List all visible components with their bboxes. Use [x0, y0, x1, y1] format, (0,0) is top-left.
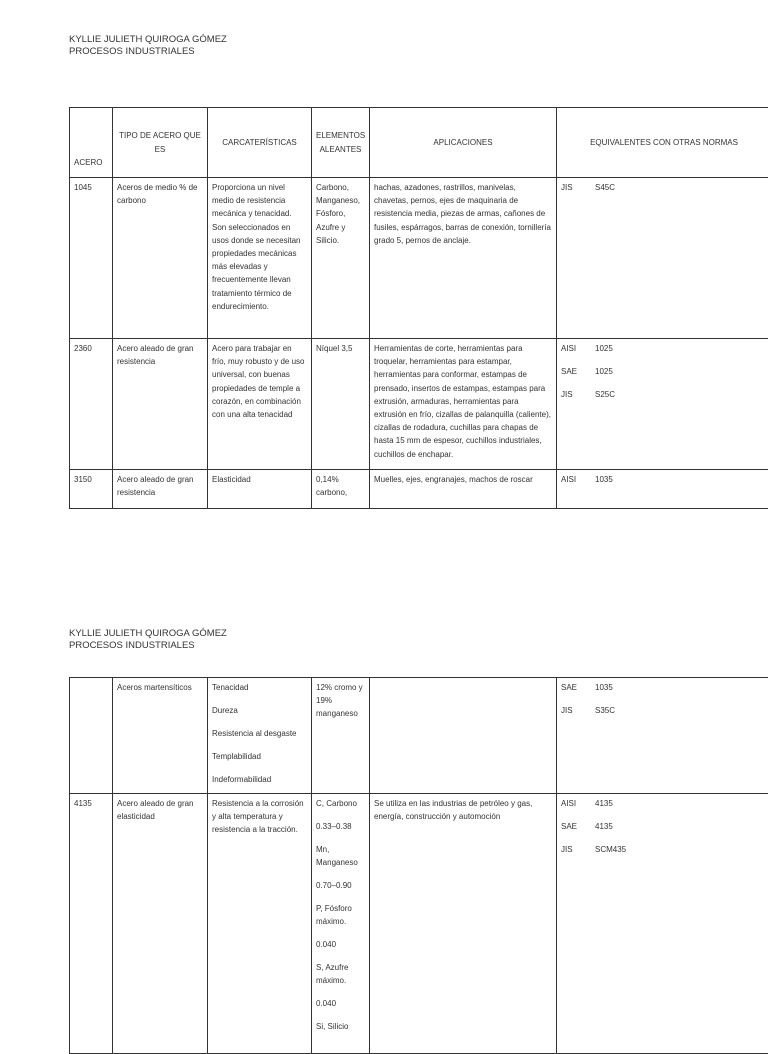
equivalent-entry	[561, 681, 767, 694]
equivalent-entry	[561, 820, 767, 833]
elemento-item: S, Azufre máximo.	[316, 961, 365, 987]
norma-value: 1025	[595, 365, 613, 378]
norma-value: 1035	[595, 473, 613, 486]
norma-label: SAE	[561, 681, 595, 694]
table-header-row	[70, 108, 768, 178]
cell-equivalentes	[557, 470, 768, 509]
steel-table-page2	[69, 677, 768, 1054]
cell-aplicaciones: Se utiliza en las industrias de petróleo y gas, energía, construcción y automoción	[370, 794, 557, 1054]
header-caracteristicas: CARCATERÍSTICAS	[208, 108, 312, 178]
norma-label: SAE	[561, 820, 595, 833]
norma-value: S25C	[595, 388, 615, 401]
cell-tipo: Aceros de medio % de carbono	[113, 178, 208, 339]
course-name: PROCESOS INDUSTRIALES	[69, 640, 227, 652]
header-elementos: ELEMENTOS ALEANTES	[312, 108, 370, 178]
header-acero: ACERO	[70, 108, 113, 178]
caracteristica-item: Dureza	[212, 704, 307, 717]
header-aplicaciones: APLICACIONES	[370, 108, 557, 178]
author-name: KYLLIE JULIETH QUIROGA GÓMEZ	[69, 34, 227, 46]
cell-caracteristicas: Elasticidad	[208, 470, 312, 509]
cell-acero	[70, 678, 113, 794]
header-tipo: TIPO DE ACERO QUE ES	[113, 108, 208, 178]
page1-header	[69, 34, 227, 58]
cell-equivalentes	[557, 178, 768, 339]
cell-equivalentes	[557, 678, 768, 794]
equivalent-entry	[561, 843, 767, 856]
norma-label: JIS	[561, 704, 595, 717]
norma-value: S45C	[595, 181, 615, 194]
norma-value: 1025	[595, 342, 613, 355]
equivalent-entry	[561, 797, 767, 810]
cell-caracteristicas: Acero para trabajar en frío, muy robusto y de uso universal, con buenas propiedades de temple a corazón, en combinación con una alta tenacidad	[208, 339, 312, 470]
elemento-item: 0.33–0.38	[316, 820, 365, 833]
cell-aplicaciones: Muelles, ejes, engranajes, machos de roscar	[370, 470, 557, 509]
elemento-item: 0.040	[316, 938, 365, 951]
table-row	[70, 678, 768, 794]
equivalent-entry	[561, 473, 767, 486]
cell-elementos	[312, 678, 370, 794]
equivalent-entry	[561, 365, 767, 378]
cell-elementos: 0,14% carbono,	[312, 470, 370, 509]
cell-equivalentes	[557, 794, 768, 1054]
cell-acero: 2360	[70, 339, 113, 470]
header-equivalentes: EQUIVALENTES CON OTRAS NORMAS	[557, 108, 768, 178]
cell-elementos	[312, 794, 370, 1054]
cell-tipo: Aceros martensíticos	[113, 678, 208, 794]
cell-tipo: Acero aleado de gran resistencia	[113, 470, 208, 509]
cell-acero: 3150	[70, 470, 113, 509]
steel-table-page1	[69, 107, 768, 509]
cell-aplicaciones	[370, 678, 557, 794]
norma-value: S35C	[595, 704, 615, 717]
norma-value: 4135	[595, 820, 613, 833]
caracteristica-item: Tenacidad	[212, 681, 307, 694]
caracteristica-item: Resistencia al desgaste	[212, 727, 307, 740]
cell-elementos: Níquel 3,5	[312, 339, 370, 470]
caracteristica-item: Resistencia a la corrosión y alta temperatura y resistencia a la tracción.	[212, 797, 307, 836]
cell-acero: 4135	[70, 794, 113, 1054]
cell-aplicaciones: Herramientas de corte, herramientas para troquelar, herramientas para estampar, herramientas para conformar, estampas de prensado, insertos de estampas, estampas para extrusión, armaduras, herramientas para extrusión en frío, cizallas de palanquilla (caliente), cizallas de rodadura, cuchillas para chapas de hasta 15 mm de espesor, cuchillos industriales, cuchillos de enchapar.	[370, 339, 557, 470]
norma-label: JIS	[561, 843, 595, 856]
page2-header	[69, 628, 227, 652]
cell-caracteristicas	[208, 794, 312, 1054]
cell-aplicaciones: hachas, azadones, rastrillos, manivelas, chavetas, pernos, ejes de maquinaria de resistencia media, piezas de armas, cañones de fusiles, espárragos, barras de conexión, tornillería grado 5, pernos de anclaje.	[370, 178, 557, 339]
elemento-item: C, Carbono	[316, 797, 365, 810]
elemento-item: 0.70–0.90	[316, 879, 365, 892]
equivalent-entry	[561, 388, 767, 401]
table-row	[70, 794, 768, 1054]
cell-equivalentes	[557, 339, 768, 470]
elemento-item: Si, Silicio	[316, 1020, 365, 1033]
table-row	[70, 470, 768, 509]
norma-label: JIS	[561, 181, 595, 194]
caracteristica-item: Indeformabilidad	[212, 773, 307, 786]
elemento-item: Mn, Manganeso	[316, 843, 365, 869]
table-row	[70, 339, 768, 470]
cell-acero: 1045	[70, 178, 113, 339]
norma-label: SAE	[561, 365, 595, 378]
cell-tipo: Acero aleado de gran resistencia	[113, 339, 208, 470]
cell-caracteristicas	[208, 678, 312, 794]
table-row	[70, 178, 768, 339]
norma-value: SCM435	[595, 843, 626, 856]
norma-label: JIS	[561, 388, 595, 401]
author-name: KYLLIE JULIETH QUIROGA GÓMEZ	[69, 628, 227, 640]
equivalent-entry	[561, 181, 767, 194]
cell-tipo: Acero aleado de gran elasticidad	[113, 794, 208, 1054]
cell-elementos: Carbono, Manganeso, Fósforo, Azufre y Silicio.	[312, 178, 370, 339]
equivalent-entry	[561, 342, 767, 355]
elemento-item: 12% cromo y 19% manganeso	[316, 681, 365, 720]
caracteristica-item: Templabilidad	[212, 750, 307, 763]
norma-label: AISI	[561, 342, 595, 355]
equivalent-entry	[561, 704, 767, 717]
norma-label: AISI	[561, 797, 595, 810]
course-name: PROCESOS INDUSTRIALES	[69, 46, 227, 58]
cell-caracteristicas: Proporciona un nivel medio de resistencia mecánica y tenacidad. Son seleccionados en usos donde se necesitan propiedades mecánicas más elevadas y frecuentemente llevan tratamiento térmico de endurecimiento.	[208, 178, 312, 339]
elemento-item: 0.040	[316, 997, 365, 1010]
norma-value: 4135	[595, 797, 613, 810]
norma-label: AISI	[561, 473, 595, 486]
norma-value: 1035	[595, 681, 613, 694]
elemento-item: P, Fósforo máximo.	[316, 902, 365, 928]
